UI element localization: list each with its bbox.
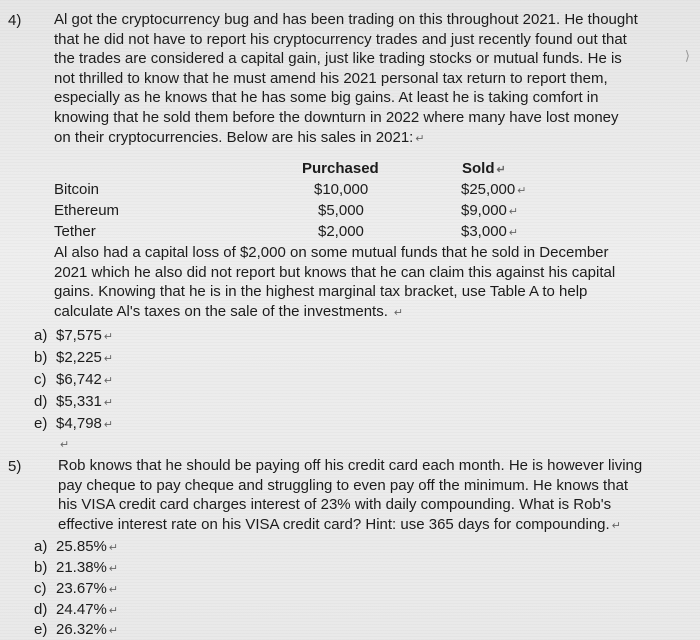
option-e: e) 26.32% ↵ <box>34 621 119 638</box>
q5-line: his VISA credit card charges interest of 23% with daily compounding. What is Rob's <box>58 496 612 514</box>
intro-line: that he did not have to report his cryptocurrency trades and just recently found out that <box>54 30 627 48</box>
intro-line: Al got the cryptocurrency bug and has been trading on this throughout 2021. He thought <box>54 11 638 28</box>
return-mark-icon: ↵ <box>103 353 114 365</box>
intro-line: not thrilled to know that he must amend his 2021 personal tax return to report them, <box>54 69 608 87</box>
option-c: c) 23.67% ↵ <box>34 580 119 597</box>
pencil-tick-icon: ⟩ <box>684 48 690 63</box>
option-d: d) 24.47% ↵ <box>34 601 119 618</box>
return-mark-icon: ↵ <box>103 375 114 387</box>
intro-line: knowing that he sold them before the downturn in 2022 where many have lost money <box>54 108 619 126</box>
option-a: a) $7,575 ↵ <box>34 327 114 344</box>
table-row-sold: $3,000 ↵ <box>461 223 519 240</box>
return-mark-icon: ↵ <box>103 331 114 343</box>
q5-line-text: effective interest rate on his VISA credit card? Hint: use 365 days for compounding. <box>58 515 610 533</box>
q5-line: pay cheque to pay cheque and struggling to even pay off the minimum. He knows that <box>58 476 629 494</box>
q5-line: Rob knows that he should be paying off his credit card each month. He is however living <box>58 457 643 474</box>
return-mark-icon: ↵ <box>108 625 119 637</box>
intro-line-text: on their cryptocurrencies. Below are his sales in 2021: <box>54 128 414 146</box>
continuation-line: 2021 which he also did not report but knows that he can claim this against his capital <box>54 263 616 281</box>
return-mark-icon: ↵ <box>60 439 70 451</box>
table-header-purchased: Purchased <box>302 160 379 177</box>
question-4-intro <box>54 10 670 149</box>
table-row-purchased: $10,000 <box>314 181 369 198</box>
continuation-line: Al also had a capital loss of $2,000 on some mutual funds that he sold in December <box>54 244 609 261</box>
question-5-number: 5) <box>8 458 22 475</box>
return-mark-icon: ↵ <box>517 185 527 197</box>
continuation-line: gains. Knowing that he is in the highest marginal tax bracket, use Table A to help <box>54 283 588 301</box>
return-mark-icon: ↵ <box>103 419 114 431</box>
return-mark-icon: ↵ <box>508 206 519 218</box>
continuation-line <box>54 302 670 324</box>
option-e: e) $4,798 ↵ <box>34 415 114 432</box>
table-row-sold: $25,000 ↵ <box>461 181 527 198</box>
continuation-line-text: calculate Al's taxes on the sale of the investments. <box>54 302 388 320</box>
question-4-number: 4) <box>8 12 22 29</box>
table-row-name: Tether <box>54 223 96 240</box>
return-mark-icon: ↵ <box>611 519 621 532</box>
question-4-continuation <box>54 243 670 323</box>
return-mark-icon: ↵ <box>393 306 404 319</box>
question-5-text <box>58 456 670 536</box>
return-mark-icon: ↵ <box>496 164 506 176</box>
table-header-sold: Sold ↵ <box>462 160 506 177</box>
option-b: b) $2,225 ↵ <box>34 349 114 366</box>
intro-line: especially as he knows that he has some big gains. At least he is taking comfort in <box>54 89 599 107</box>
return-mark-icon: ↵ <box>103 397 114 409</box>
intro-line <box>54 128 670 150</box>
table-row-name: Bitcoin <box>54 181 100 198</box>
table-row-sold: $9,000 ↵ <box>461 202 519 219</box>
return-mark-icon: ↵ <box>108 563 119 575</box>
table-row-purchased: $2,000 <box>318 223 364 240</box>
return-mark-icon: ↵ <box>508 227 519 239</box>
option-b: b) 21.38% ↵ <box>34 559 119 576</box>
return-mark-icon: ↵ <box>108 584 119 596</box>
option-c: c) $6,742 ↵ <box>34 371 114 388</box>
table-row-purchased: $5,000 <box>318 202 364 219</box>
table-row-name: Ethereum <box>54 202 120 219</box>
return-mark-icon: ↵ <box>108 605 119 617</box>
return-mark-icon: ↵ <box>415 132 425 145</box>
q5-line <box>58 515 670 537</box>
option-a: a) 25.85% ↵ <box>34 538 119 555</box>
intro-line: the trades are considered a capital gain, just like trading stocks or mutual funds. He is <box>54 50 622 68</box>
return-mark-icon: ↵ <box>108 542 119 554</box>
option-d: d) $5,331 ↵ <box>34 393 114 410</box>
